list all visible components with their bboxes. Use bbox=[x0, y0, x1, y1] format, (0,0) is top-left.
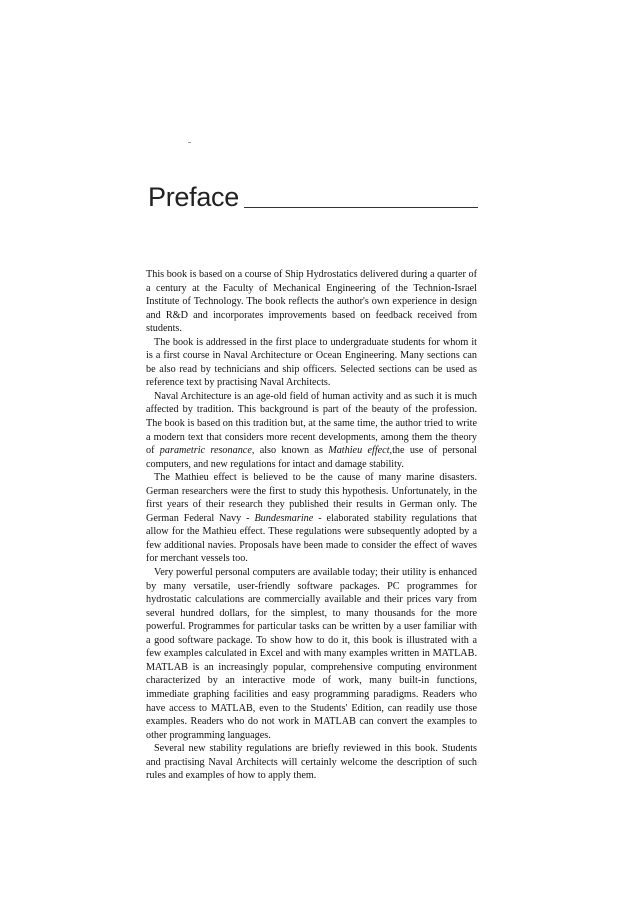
preface-body bbox=[146, 268, 477, 783]
term-parametric-resonance: parametric resonance bbox=[159, 445, 252, 457]
term-mathieu-effect: Mathieu effect bbox=[328, 445, 390, 457]
paragraph-1: This book is based on a course of Ship Hydrostatics delivered during a quarter of a century at the Faculty of Mechanical Engineering of the Technion-Israel Institute of Technology. The book reflects the author's own experience in design and R&D and incorporates improvements based on feedback received from students. bbox=[146, 269, 477, 335]
paragraph-6: Several new stability regulations are briefly reviewed in this book. Students and practising Naval Architects will certainly welcome the description of such rules and examples of how to apply them. bbox=[146, 743, 477, 782]
paragraph-4-part-a: The Mathieu effect is believed to be the cause of many marine disasters. German researchers were the first to study this hypothesis. Unfortunately, in the first years of their research they published their results in German only. The German Federal Navy - bbox=[146, 472, 477, 524]
paragraph-2: The book is addressed in the first place to undergraduate students for whom it is a first course in Naval Architecture or Ocean Engineering. Many sections can be also read by technicians and ship officers. Selected sections can be used as reference text by practising Naval Architects. bbox=[146, 336, 477, 389]
paragraph-5: Very powerful personal computers are available today; their utility is enhanced by many versatile, user-friendly software packages. PC programmes for hydrostatic calculations are commercially available and their prices vary from several hundred dollars, for the simplest, to many thousands for the more powerful. Programmes for particular tasks can be written by a user familiar with a good software package. To show how to do it, this book is illustrated with a few examples calculated in Excel and with many examples written in MATLAB. MATLAB is an increasingly popular, comprehensive computing environment characterized by an interactive mode of work, many built-in functions, immediate graphing facilities and easy programming paradigms. Readers who have access to MATLAB, even to the Students' Edition, can readily use those examples. Readers who do not work in MATLAB can convert the examples to other programming languages. bbox=[146, 567, 477, 741]
paragraph-3-part-b: , also known as bbox=[251, 445, 329, 457]
paragraph-3 bbox=[146, 390, 477, 471]
title-rule bbox=[244, 207, 478, 208]
chapter-header bbox=[148, 182, 478, 222]
scan-speck bbox=[188, 142, 191, 143]
paragraph-4-part-b: - elaborated stability regulations that allow for the Mathieu effect. These regulations were subsequently adopted by a few additional navies. Proposals have been made to consider the effect of waves for merchant vessels too. bbox=[146, 512, 477, 565]
paragraph-3-part-c: ,the use of personal computers, and new regulations for intact and damage stability. bbox=[146, 445, 477, 470]
paragraph-3-part-a: Naval Architecture is an age-old field of human activity and as such it is much affected by tradition. This background is part of the beauty of the profession. The book is based on this tradition but, at the same time, the author tried to write a modern text that considers more recent developments, among them the theory of bbox=[146, 390, 477, 457]
chapter-title: Preface bbox=[148, 182, 239, 212]
paragraph-4 bbox=[146, 471, 477, 566]
term-bundesmarine: Bundesmarine bbox=[254, 512, 314, 524]
